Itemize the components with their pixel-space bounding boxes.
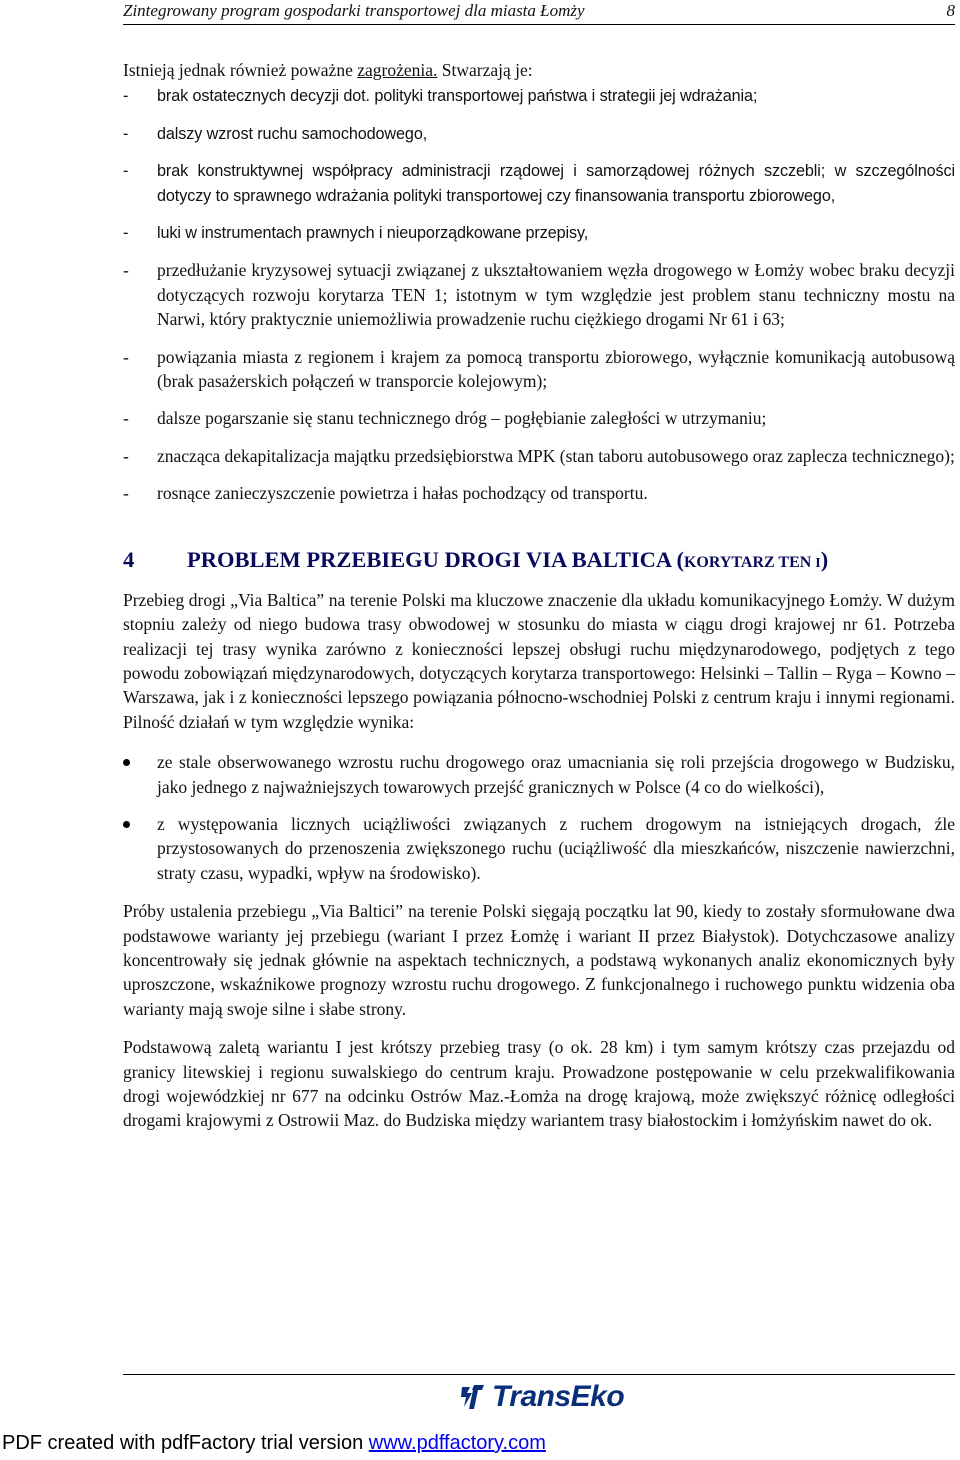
bullet-icon: [123, 759, 130, 766]
paragraph-via-baltica: Przebieg drogi „Via Baltica” na terenie Polski ma kluczowe znaczenie dla układu komunikacyjnego Łomży. W dużym stopniu zależy od niego budowa trasy obwodowej w stosunku do miasta w ciągu drogi krajowej nr 61. Potrzeba realizacji tej trasy wynika zarówno z konieczności lepszej obsługi ruchu międzynarodowego, podjętych z tego powodu zobowiązań międzynarodowych, dotyczących korytarza transportowego: Helsinki – Tallin – Ryga – Kowno – Warszawa, jak i z konieczności lepszego powiązania północno-wschodniej Polski z centrum kraju i innymi regionami. Pilność działań w tym względzie wynika:: [123, 589, 955, 732]
list-item: - dalsze pogarszanie się stanu technicznego dróg – pogłębianie zaległości w utrzymaniu;: [123, 408, 767, 429]
footer-divider: [123, 1374, 955, 1375]
section-title-sub: KORYTARZ TEN: [683, 553, 816, 571]
pdf-footer: [2, 1432, 546, 1455]
list-item: - brak konstruktywnej współpracy administracji rządowej i samorządowej różnych szczebli; w szczególności dotyczy to sprawnego wdrażania polityki transportowej czy finansowania transportu zbiorowego,: [123, 162, 955, 205]
paragraph-routing-history: Próby ustalenia przebiegu „Via Baltici” na terenie Polski sięgają początku lat 90, kiedy to zostały sformułowane dwa podstawowe warianty jej przebiegu (wariant I przez Łomżę i wariant II przez Białystok). Dotychczasowe analizy koncentrowały się jednak głównie na aspektach technicznych, a podstawą wykonanych analiz ekonomicznych były uproszczone, wskaźnikowe prognozy wzrostu ruchu drogowego. Z funkcjonalnego i ruchowego punktu widzenia oba warianty mają swoje silne i słabe strony.: [123, 901, 955, 1019]
list-item: - przedłużanie kryzysowej sytuacji związanej z ukształtowaniem węzła drogowego w Łomży wobec braku decyzji dotyczących rozwoju korytarza TEN 1; istotnym w tym względzie jest problem stanu techniczny mostu na Narwi, który praktycznie uniemożliwia prowadzenie ruchu ciężkiego drogami Nr 61 i 63;: [123, 260, 955, 330]
list-item: - powiązania miasta z regionem i krajem za pomocą transportu zbiorowego, wyłącznie komunikacją autobusową (brak pasażerskich połączeń w transporcie kolejowym);: [123, 346, 955, 392]
list-item: - luki w instrumentach prawnych i nieuporządkowane przepisy,: [123, 224, 589, 243]
paragraph-variant-one: Podstawową zaletą wariantu I jest krótszy przebieg trasy (o ok. 28 km) i tym samym krótszy czas przejazdu od granicy litewskiej i regionu suwalskiego do centrum kraju. Prowadzone postępowanie w celu przekwalifikowania drogi wojewódzkiej nr 677 na odcinku Ostrów Maz.-Łomża na drogę krajową, może zwiększyć różnicę odległości drogami krajowymi z Ostrowii Maz. do Budziska między wariantem trasy białostockim i łomżyńskim nawet do ok.: [123, 1037, 955, 1131]
page-number: 8: [946, 1, 955, 20]
list-item: - rosnące zanieczyszczenie powietrza i hałas pochodzący od transportu.: [123, 483, 648, 504]
section-title-close: ): [820, 546, 829, 572]
section-title-sub2: I: [815, 555, 821, 571]
reasons-list: [123, 750, 955, 885]
pdf-footer-text: PDF created with pdfFactory trial version: [2, 1432, 369, 1454]
list-item: - brak ostatecznych decyzji dot. polityki transportowej państwa i strategii jej wdrażania;: [123, 87, 758, 106]
section-heading: [123, 546, 955, 578]
transeko-logo: [458, 1379, 624, 1415]
bullet-icon: [123, 821, 130, 828]
page-content: [123, 58, 955, 1133]
logo-text: TransEko: [492, 1380, 625, 1413]
list-item: - dalszy wzrost ruchu samochodowego,: [123, 124, 428, 143]
threats-intro: [123, 58, 955, 82]
intro-threats-word: zagrożenia.: [357, 60, 438, 80]
intro-text: Istnieją jednak również poważne: [123, 60, 358, 80]
list-item: ze stale obserwowanego wzrostu ruchu drogowego oraz umacniania się roli przejścia drogowego w Budzisku, jako jednego z najważniejszych towarowych przejść granicznych w Polsce (4 co do wielkości),: [123, 750, 955, 799]
list-item: z występowania licznych uciążliwości związanych z ruchem drogowym na istniejących drogach, źle przystosowanych do przenoszenia zwiększonego ruchu (uciążliwość dla mieszkańców, niszczenie nawierzchni, straty czasu, wypadki, wpływ na środowisko).: [123, 812, 955, 885]
intro-text-end: Stwarzają je:: [437, 60, 533, 80]
transeko-logo-icon: [458, 1381, 488, 1413]
section-title: PROBLEM PRZEBIEGU DROGI VIA BALTICA (: [187, 546, 684, 572]
list-item: - znacząca dekapitalizacja majątku przedsiębiorstwa MPK (stan taboru autobusowego oraz zaplecza technicznego);: [123, 445, 955, 466]
page-header: [123, 0, 955, 25]
section-number: 4: [123, 546, 135, 572]
pdffactory-link[interactable]: www.pdffactory.com: [368, 1432, 546, 1454]
document-title: Zintegrowany program gospodarki transportowej dla miasta Łomży: [123, 1, 585, 20]
threats-list: [123, 84, 955, 505]
